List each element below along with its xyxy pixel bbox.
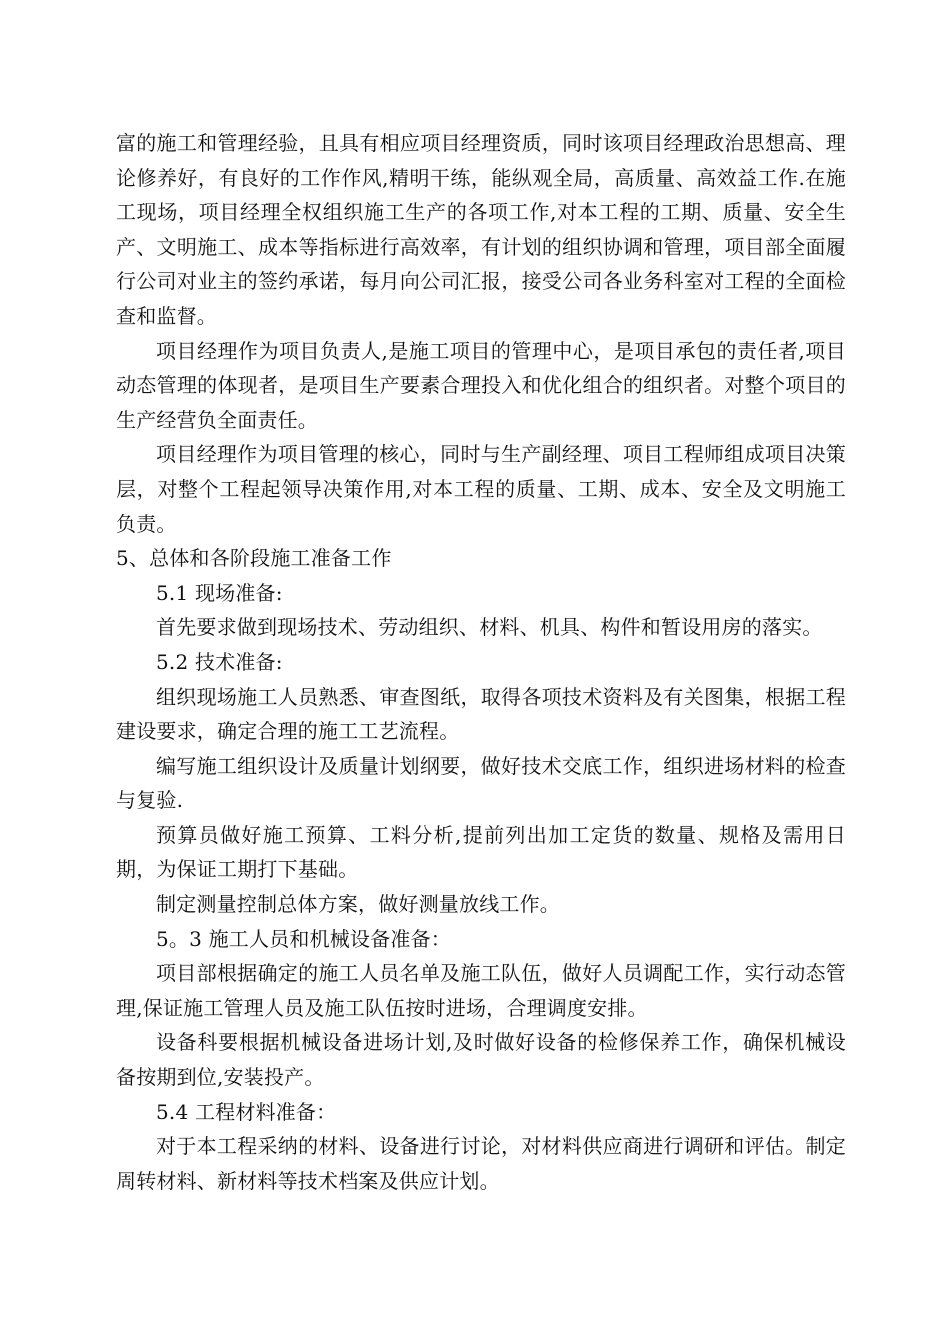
subsection-heading-5-3: 5。3 施工人员和机械设备准备： (156, 926, 452, 951)
paragraph-site-preparation: 首先要求做到现场技术、劳动组织、材料、机具、构件和暂设用房的落实。 (156, 615, 823, 640)
document-page (116, 126, 846, 1198)
paragraph-drawing-review: 组织现场施工人员熟悉、审查图纸，取得各项技术资料及有关图集，根据工程建设要求，确定合理的施工工艺流程。 (116, 684, 846, 744)
paragraph-manager-responsibility: 项目经理作为项目负责人,是施工项目的管理中心，是项目承包的责任者,项目动态管理的体现者，是项目生产要素合理投入和优化组合的组织者。对整个项目的生产经营负全面责任。 (116, 338, 846, 432)
subsection-heading-5-4: 5.4 工程材料准备： (156, 1099, 337, 1124)
paragraph-equipment: 设备科要根据机械设备进场计划,及时做好设备的检修保养工作，确保机械设备按期到位,安装投产。 (116, 1030, 846, 1090)
paragraph-project-manager-experience: 富的施工和管理经验，且具有相应项目经理资质，同时该项目经理政治思想高、理论修养好，有良好的工作作风,精明干练，能纵观全局，高质量、高效益工作.在施工现场，项目经理全权组织施工生产的各项工作,对本工程的工期、质量、安全生产、文明施工、成本等指标进行高效率，有计划的组织协调和管理，项目部全面履行公司对业主的签约承诺，每月向公司汇报，接受公司各业务科室对工程的全面检查和监督。 (116, 131, 846, 328)
paragraph-budget: 预算员做好施工预算、工料分析,提前列出加工定货的数量、规格及需用日期，为保证工期打下基础。 (116, 822, 846, 882)
subsection-heading-5-2: 5.2 技术准备: (156, 649, 283, 674)
paragraph-construction-plan: 编写施工组织设计及质量计划纲要，做好技术交底工作，组织进场材料的检查与复验. (116, 753, 846, 813)
subsection-heading-5-1: 5.1 现场准备: (156, 580, 283, 605)
paragraph-survey: 制定测量控制总体方案，做好测量放线工作。 (156, 892, 560, 917)
section-heading-5: 5、总体和各阶段施工准备工作 (116, 546, 392, 571)
paragraph-manager-core: 项目经理作为项目管理的核心，同时与生产副经理、项目工程师组成项目决策层，对整个工程起领导决策作用,对本工程的质量、工期、成本、安全及文明施工负责。 (116, 442, 846, 536)
paragraph-materials: 对于本工程采纳的材料、设备进行讨论，对材料供应商进行调研和评估。制定周转材料、新材料等技术档案及供应计划。 (116, 1134, 846, 1193)
paragraph-personnel: 项目部根据确定的施工人员名单及施工队伍，做好人员调配工作，实行动态管理,保证施工管理人员及施工队伍按时进场，合理调度安排。 (116, 961, 846, 1020)
